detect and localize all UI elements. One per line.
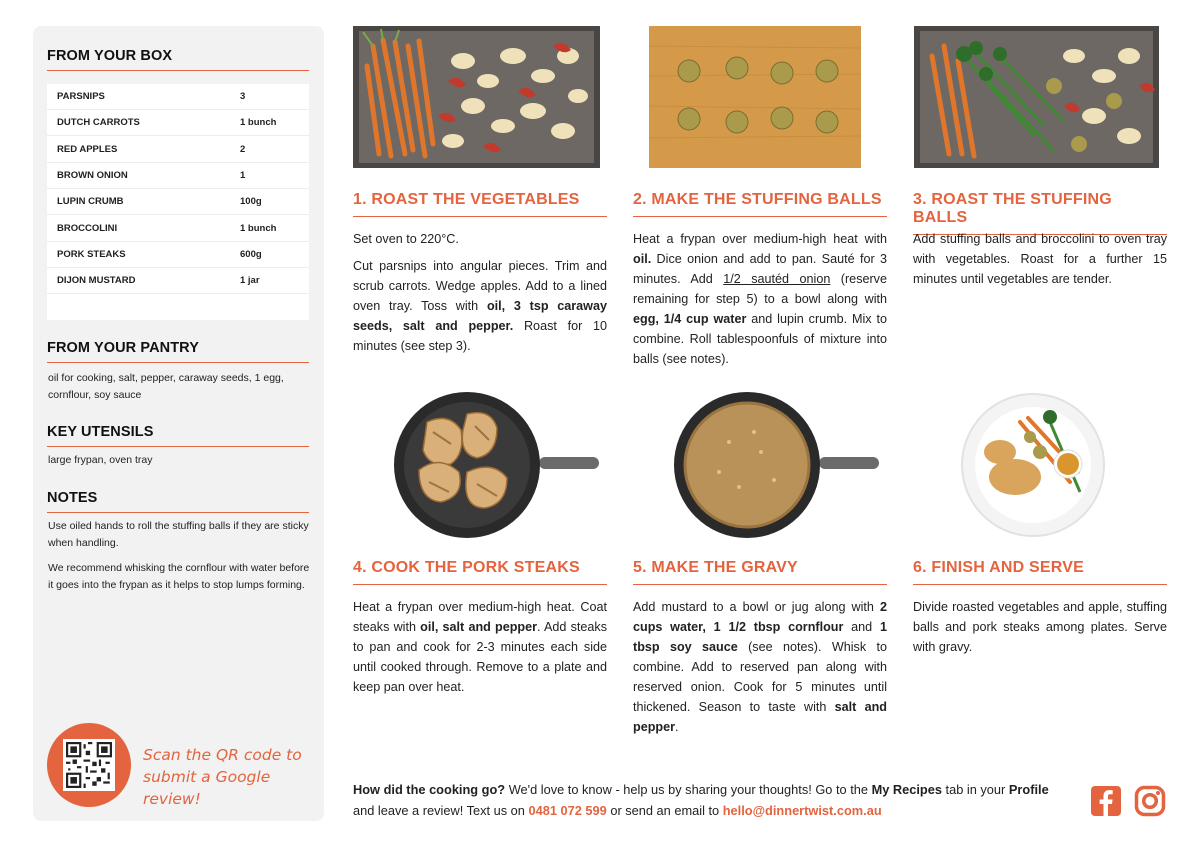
ingredient-name: DIJON MUSTARD xyxy=(57,275,136,287)
pantry-text: oil for cooking, salt, pepper, caraway seeds, 1 egg, cornflour, soy sauce xyxy=(48,372,284,401)
ingredient-name: PORK STEAKS xyxy=(57,248,126,260)
from-your-pantry-heading: FROM YOUR PANTRY xyxy=(47,340,309,363)
contact-link[interactable]: 0481 072 599 xyxy=(528,803,607,818)
instruction-paragraph xyxy=(353,597,607,697)
ingredient-quantity: 3 xyxy=(240,91,246,102)
from-your-box-heading: FROM YOUR BOX xyxy=(47,48,309,71)
qr-code-badge[interactable] xyxy=(47,723,131,807)
sidebar xyxy=(33,26,324,821)
instruction-paragraph xyxy=(913,229,1167,289)
instruction-paragraph xyxy=(353,256,607,356)
ingredient-row xyxy=(47,137,309,163)
text-run: 1/2 sautéd onion xyxy=(723,272,831,286)
step-1-title: 1. ROAST THE VEGETABLES xyxy=(353,191,607,217)
text-run: 1 tbsp soy sauce xyxy=(633,620,887,654)
text-run: Heat a frypan over medium-high heat with xyxy=(633,232,887,246)
text-run: Add mustard to a bowl or jug along with xyxy=(633,600,880,614)
step-5-photo xyxy=(669,392,881,538)
ingredient-row xyxy=(47,189,309,215)
step-3-title: 3. ROAST THE STUFFING BALLS xyxy=(913,191,1167,235)
instruction-paragraph xyxy=(633,597,887,737)
step-4-instructions xyxy=(353,597,607,704)
instruction-paragraph xyxy=(353,229,607,249)
qr-caption-line-1: Scan the QR code to xyxy=(143,746,302,764)
text-run: Cut parsnips into angular pieces. Trim and scrub carrots. Wedge apples. Add to a lined oven tray. Toss with xyxy=(353,259,607,313)
ingredient-name: LUPIN CRUMB xyxy=(57,196,124,208)
footer-text: How did the cooking go? xyxy=(353,782,506,797)
ingredient-quantity: 1 bunch xyxy=(240,222,277,234)
text-run: Add stuffing balls and broccolini to oven tray with vegetables. Roast for a further 15 minutes until vegetables are tender. xyxy=(913,232,1167,286)
ingredient-quantity: 100g xyxy=(240,196,262,208)
step-5-title: 5. MAKE THE GRAVY xyxy=(633,559,887,585)
step-5-instructions xyxy=(633,597,887,744)
text-run: and lupin crumb. Mix to combine. Roll tablespoonfuls of mixture into balls (see notes). xyxy=(633,312,887,366)
text-run: oil, salt and pepper xyxy=(420,620,538,634)
instagram-icon[interactable] xyxy=(1134,785,1166,817)
ingredient-row xyxy=(47,110,309,136)
text-run: and xyxy=(843,620,880,634)
text-run: oil, 3 tsp caraway seeds, salt and pepper. xyxy=(353,299,607,333)
text-run: . Add steaks to pan and cook for 2-3 minutes each side until cooked through. Remove to a plate and keep pan over heat. xyxy=(353,620,608,694)
ingredient-quantity: 1 bunch xyxy=(240,117,277,129)
footer-text: or send an email to xyxy=(606,803,723,818)
step-6-photo xyxy=(960,392,1110,538)
notes-heading: NOTES xyxy=(47,490,309,513)
text-run: (reserve remaining for step 5) to a bowl along with xyxy=(633,272,887,306)
ingredient-quantity: 1 jar xyxy=(240,275,260,287)
qr-caption xyxy=(143,744,313,810)
ingredient-quantity: 1 xyxy=(240,169,246,181)
instruction-paragraph xyxy=(913,597,1167,657)
step-1-photo xyxy=(353,26,600,168)
qr-code-icon xyxy=(66,742,112,788)
step-2-instructions xyxy=(633,229,887,376)
ingredient-quantity: 600g xyxy=(240,248,262,260)
ingredient-row xyxy=(47,163,309,189)
step-2-title: 2. MAKE THE STUFFING BALLS xyxy=(633,191,887,217)
note-1: Use oiled hands to roll the stuffing balls if they are sticky when handling. xyxy=(48,520,309,549)
footer-text: My Recipes xyxy=(871,782,942,797)
ingredient-name: PARSNIPS xyxy=(57,91,105,102)
text-run: 2 cups water, 1 1/2 tbsp cornflour xyxy=(633,600,887,634)
note-2: We recommend whisking the cornflour with water before it goes into the frypan as it helps to stop lumps forming. xyxy=(48,562,310,591)
step-2-photo xyxy=(649,26,861,168)
step-4-photo xyxy=(389,392,601,538)
review-footer xyxy=(353,779,1073,821)
footer-text: and leave a review! Text us on xyxy=(353,803,529,818)
ingredient-name: BROCCOLINI xyxy=(57,222,118,234)
step-6-instructions xyxy=(913,597,1167,664)
instruction-paragraph xyxy=(633,229,887,369)
qr-code[interactable] xyxy=(63,739,115,791)
ingredient-name: DUTCH CARROTS xyxy=(57,117,140,129)
text-run: Heat a frypan over medium-high heat. Coat steaks with xyxy=(353,600,607,634)
step-4-title: 4. COOK THE PORK STEAKS xyxy=(353,559,607,585)
text-run: Roast for 10 minutes (see step 3). xyxy=(353,319,607,353)
step-1-instructions xyxy=(353,229,607,363)
text-run: Divide roasted vegetables and apple, stuffing balls and pork steaks among plates. Serve with gravy. xyxy=(913,600,1167,654)
contact-link[interactable]: hello@dinnertwist.com.au xyxy=(722,803,882,818)
step-3-instructions xyxy=(913,229,1167,296)
ingredient-name: BROWN ONION xyxy=(57,169,128,181)
text-run: salt and pepper xyxy=(633,700,887,734)
ingredients-table xyxy=(47,84,309,320)
text-run: Set oven to 220°C. xyxy=(353,232,459,246)
facebook-icon[interactable] xyxy=(1090,785,1122,817)
qr-caption-line-2: submit a Google review! xyxy=(143,768,271,808)
text-run: egg, 1/4 cup water xyxy=(633,312,747,326)
ingredient-row xyxy=(47,216,309,242)
text-run: . xyxy=(675,720,679,734)
utensils-text: large frypan, oven tray xyxy=(48,454,153,466)
ingredient-row xyxy=(47,242,309,268)
footer-text: We'd love to know - help us by sharing your thoughts! Go to the xyxy=(505,782,872,797)
footer-text: Profile xyxy=(1008,782,1049,797)
ingredient-name: RED APPLES xyxy=(57,143,118,155)
key-utensils-heading: KEY UTENSILS xyxy=(47,424,309,447)
ingredient-row xyxy=(47,84,309,110)
text-run: (see notes). Whisk to combine. Add to reserved pan along with reserved onion. Cook for 5 minutes until thickened. Season to taste with xyxy=(633,640,887,714)
ingredient-row xyxy=(47,268,309,294)
step-6-title: 6. FINISH AND SERVE xyxy=(913,559,1167,585)
text-run: oil. xyxy=(633,252,652,266)
step-3-photo xyxy=(914,26,1159,168)
ingredient-quantity: 2 xyxy=(240,143,246,155)
footer-text: tab in your xyxy=(941,782,1009,797)
text-run: Dice onion and add to pan. Sauté for 3 minutes. Add xyxy=(633,252,887,286)
